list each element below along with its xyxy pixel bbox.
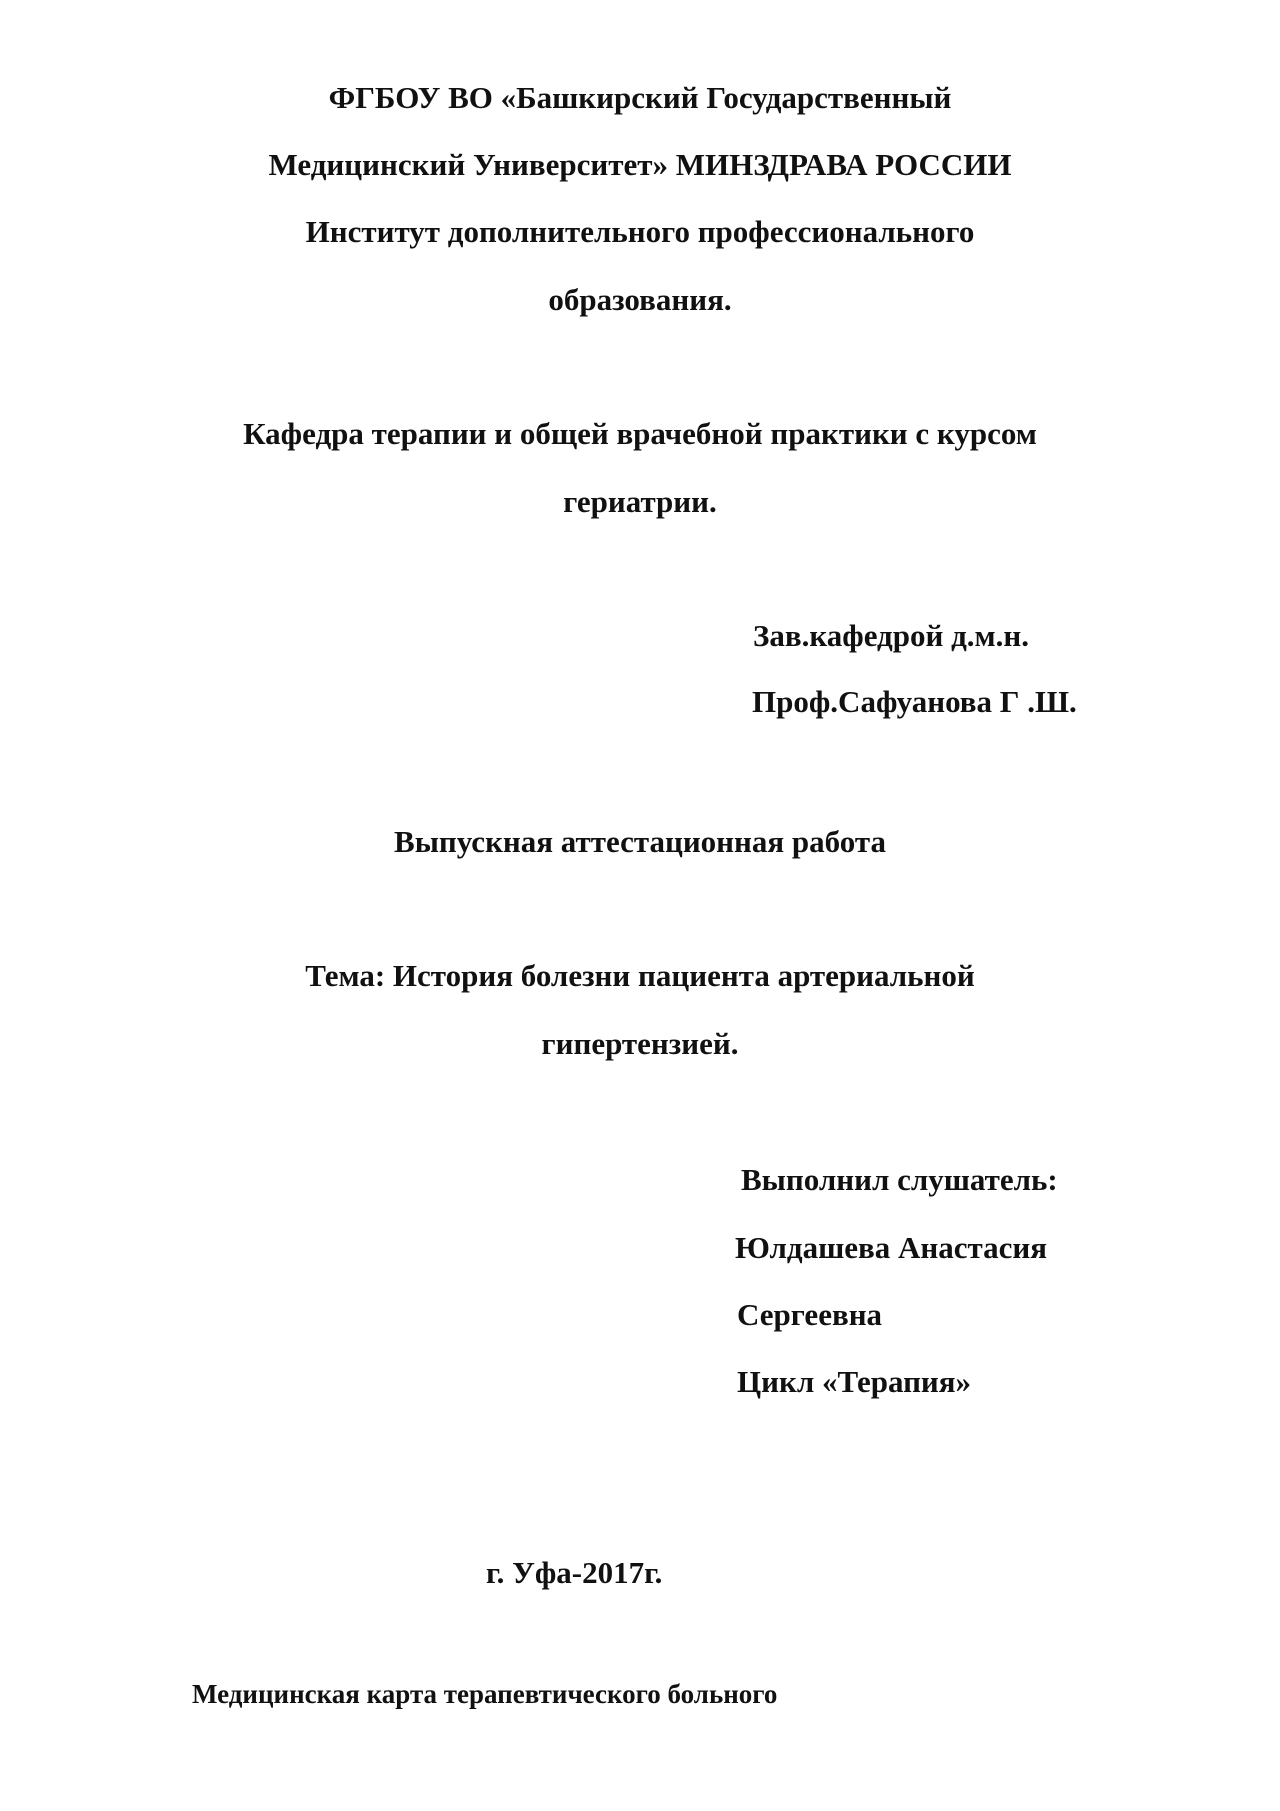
author-name-line-1: Юлдашева Анастасия [735, 1230, 1047, 1265]
topic-line-1: Тема: История болезни пациента артериальной [305, 958, 975, 993]
work-type-heading: Выпускная аттестационная работа [394, 824, 886, 859]
head-of-department-title: Зав.кафедрой д.м.н. [753, 618, 1029, 653]
head-of-department-name: Проф.Сафуанова Г .Ш. [752, 684, 1077, 719]
institute-name-line-1: Институт дополнительного профессионального [305, 214, 975, 249]
city-year: г. Уфа-2017г. [486, 1555, 663, 1590]
institute-name-line-2: образования. [548, 282, 732, 317]
author-cycle: Цикл «Терапия» [737, 1364, 972, 1399]
department-name-line-2: гериатрии. [563, 484, 717, 519]
institution-name-line-2: Медицинский Университет» МИНЗДРАВА РОССИИ [268, 147, 1012, 182]
author-name-line-2: Сергеевна [737, 1297, 883, 1332]
department-name-line-1: Кафедра терапии и общей врачебной практики с курсом [243, 416, 1037, 451]
institution-name-line-1: ФГБОУ ВО «Башкирский Государственный [328, 80, 952, 115]
footer-title: Медицинская карта терапевтического больного [192, 1679, 778, 1709]
author-label: Выполнил слушатель: [741, 1162, 1058, 1197]
topic-line-2: гипертензией. [541, 1026, 739, 1061]
